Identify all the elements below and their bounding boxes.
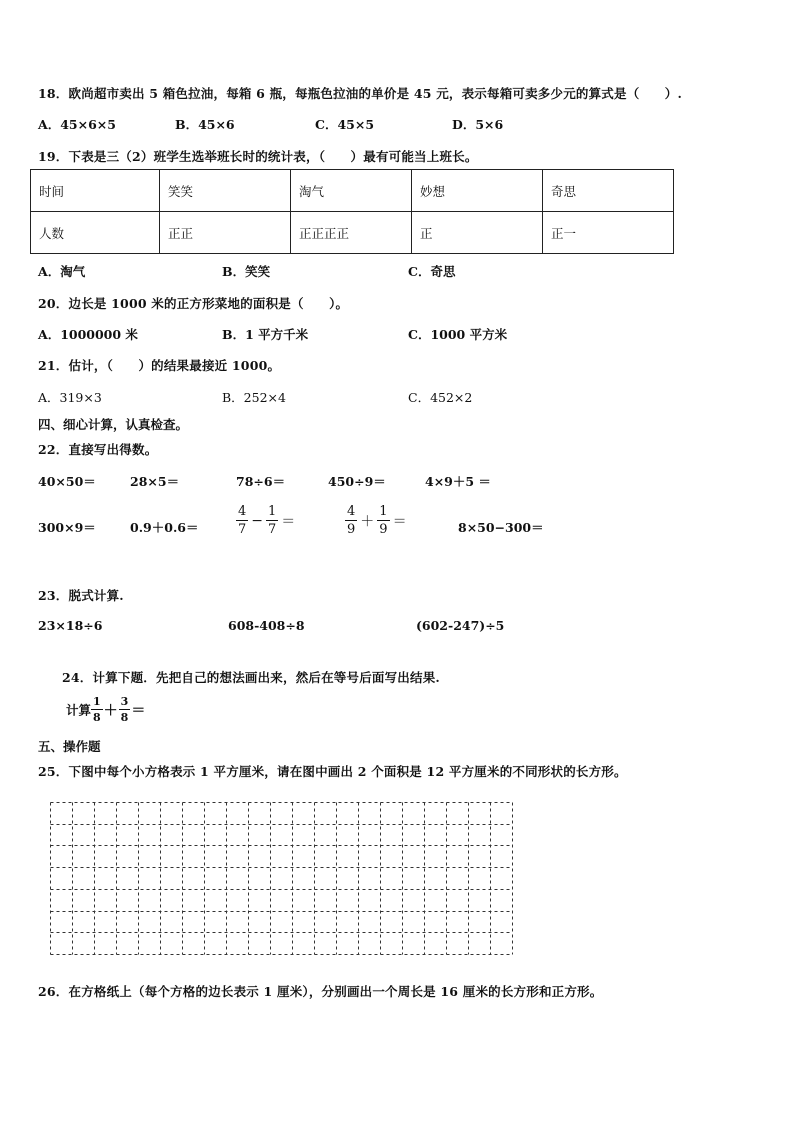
fraction: $\frac{4}{9}$ [347, 504, 356, 537]
table-cell: 正 [412, 212, 543, 254]
q18-option-d[interactable]: D．5×6 [452, 117, 504, 132]
fraction-expression-2: $\frac{4}{9}$ ＋ $\frac{1}{9}$ ＝ [347, 504, 407, 537]
calc-item: 450÷9＝ [328, 474, 386, 489]
q21-option-a[interactable]: A．319×3 [38, 390, 102, 405]
q21-option-c[interactable]: C．452×2 [408, 390, 473, 405]
dotted-grid[interactable] [50, 802, 513, 955]
table-row [31, 212, 674, 254]
question-20-text: 20．边长是 1000 米的正方形菜地的面积是（ ）。 [38, 296, 349, 311]
fraction-expression-1: $\frac{4}{7}$ − $\frac{1}{7}$ ＝ [238, 504, 296, 537]
table-cell: 人数 [31, 212, 160, 254]
fraction: $\frac{1}{9}$ [379, 504, 388, 537]
q18-option-c[interactable]: C．45×5 [315, 117, 375, 132]
calc-item: 40×50＝ [38, 474, 96, 489]
question-23-text: 23．脱式计算. [38, 588, 124, 603]
q20-option-a[interactable]: A．1000000 米 [38, 327, 138, 342]
table-cell: 奇思 [543, 170, 674, 212]
table-cell: 淘气 [291, 170, 412, 212]
question-24-text: 24．计算下题．先把自己的想法画出来，然后在等号后面写出结果. [62, 670, 440, 685]
fraction: $\frac{1}{7}$ [268, 504, 277, 537]
section-5-title: 五、操作题 [38, 739, 101, 754]
table-cell: 正正 [160, 212, 291, 254]
q19-option-b[interactable]: B．笑笑 [222, 264, 271, 279]
fraction: $\frac{4}{7}$ [238, 504, 247, 537]
q20-option-c[interactable]: C．1000 平方米 [408, 327, 508, 342]
fraction: $\frac{1}{8}$ [93, 695, 101, 724]
question-21-text: 21．估计，（ ）的结果最接近 1000。 [38, 358, 281, 373]
q18-option-a[interactable]: A．45×6×5 [38, 117, 116, 132]
q21-option-b[interactable]: B．252×4 [222, 390, 286, 405]
calc-item: 608-408÷8 [228, 618, 305, 633]
question-22-text: 22．直接写出得数。 [38, 442, 158, 457]
table-cell: 正正正正 [291, 212, 412, 254]
calc-item: 0.9＋0.6＝ [130, 520, 199, 535]
table-cell: 笑笑 [160, 170, 291, 212]
calc-item: 4×9＋5 ＝ [425, 474, 491, 489]
table-row [31, 170, 674, 212]
calc-item: (602-247)÷5 [416, 618, 505, 633]
question-18-text: 18．欧尚超市卖出 5 箱色拉油，每箱 6 瓶，每瓶色拉油的单价是 45 元，表示每箱可卖多少元的算式是（ ）. [38, 86, 683, 101]
q19-option-c[interactable]: C．奇思 [408, 264, 456, 279]
table-cell: 妙想 [412, 170, 543, 212]
fraction-expression-3: 计算 $\frac{1}{8}$ ＋ $\frac{3}{8}$ ＝ [66, 695, 146, 724]
question-26-text: 26．在方格纸上（每个方格的边长表示 1 厘米），分别画出一个周长是 16 厘米的长方形和正方形。 [38, 984, 603, 999]
calc-item: 28×5＝ [130, 474, 180, 489]
q18-option-b[interactable]: B．45×6 [175, 117, 235, 132]
calc-item: 23×18÷6 [38, 618, 103, 633]
table-cell: 时间 [31, 170, 160, 212]
calc-item: 78÷6＝ [236, 474, 286, 489]
calc-item: 300×9＝ [38, 520, 96, 535]
section-4-title: 四、细心计算，认真检查。 [38, 417, 189, 432]
question-19-text: 19．下表是三（2）班学生选举班长时的统计表，（ ）最有可能当上班长。 [38, 149, 478, 164]
question-25-text: 25．下图中每个小方格表示 1 平方厘米，请在图中画出 2 个面积是 12 平方厘米的不同形状的长方形。 [38, 764, 627, 779]
calc-item: 8×50−300＝ [458, 520, 544, 535]
q20-option-b[interactable]: B．1 平方千米 [222, 327, 309, 342]
table-cell: 正一 [543, 212, 674, 254]
vote-table [30, 169, 674, 254]
q19-option-a[interactable]: A．淘气 [38, 264, 86, 279]
fraction: $\frac{3}{8}$ [120, 695, 129, 724]
